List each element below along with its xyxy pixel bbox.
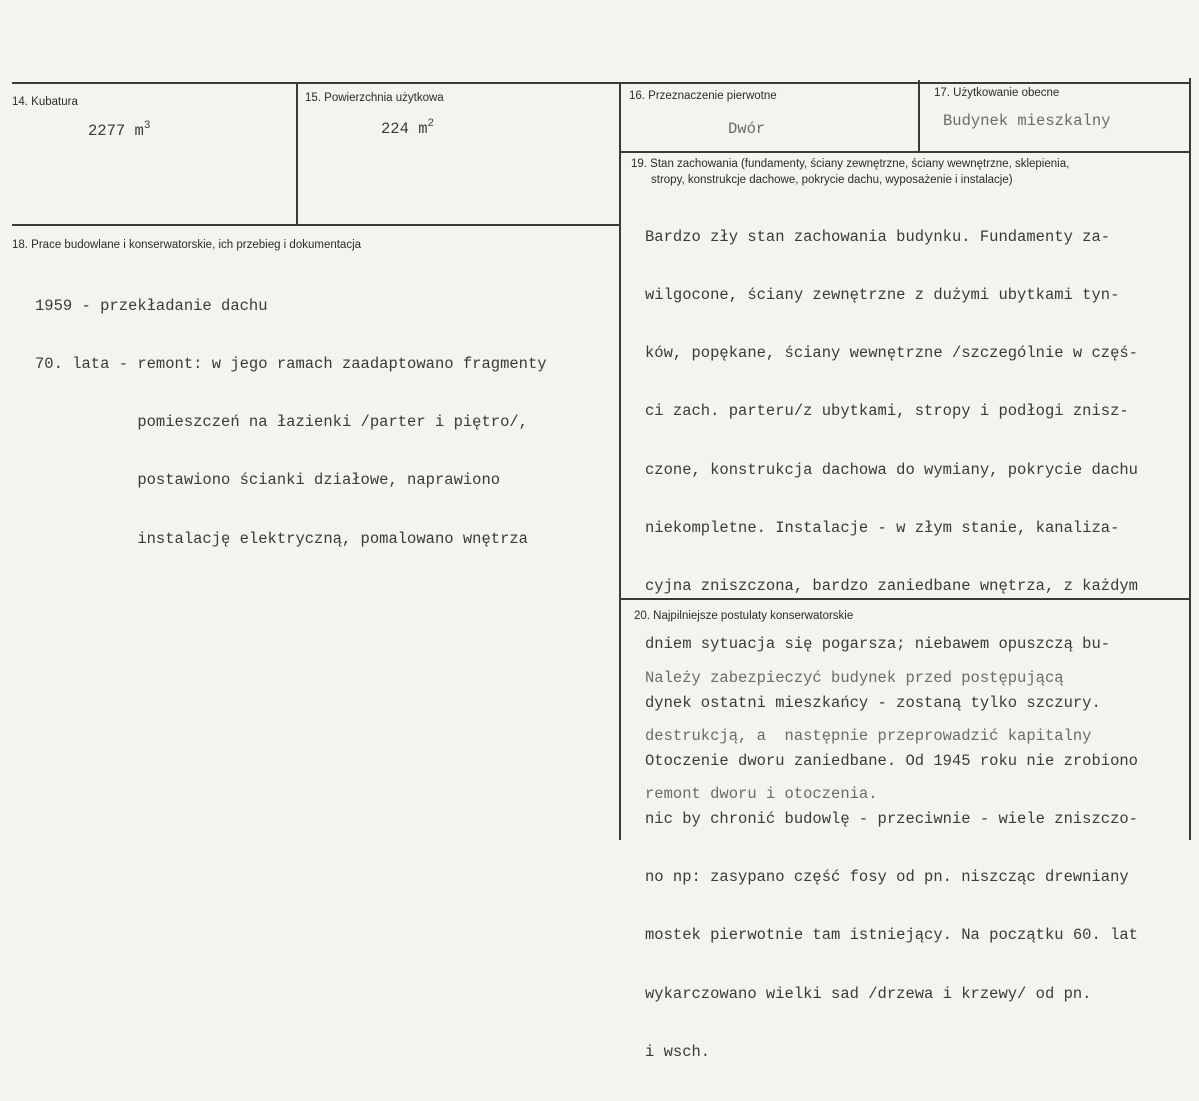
stan-label-line1: 19. Stan zachowania (fundamenty, ściany zewnętrzne, ściany wewnętrzne, sklepienia,: [631, 158, 1070, 170]
main-vertical-divider: [619, 82, 621, 840]
uzytkowanie-label: 17. Użytkowanie obecne: [934, 87, 1060, 99]
divider-16-17: [918, 80, 920, 152]
stan-line: wilgocone, ściany zewnętrzne z dużymi ubytkami tyn-: [645, 286, 1120, 305]
prace-label: 18. Prace budowlane i konserwatorskie, ich przebieg i dokumentacja: [12, 239, 362, 251]
prace-line: instalację elektryczną, pomalowano wnętrza: [35, 529, 528, 548]
right-border: [1189, 78, 1191, 840]
stan-line: cyjna zniszczona, bardzo zaniedbane wnętrza, z każdym: [645, 577, 1138, 596]
divider-14-15: [296, 82, 298, 226]
przeznaczenie-value: Dwór: [728, 120, 766, 138]
prace-line: postawiono ścianki działowe, naprawiono: [35, 471, 501, 490]
postulaty-line: Należy zabezpieczyć budynek przed postępującą: [645, 668, 1064, 687]
stan-label-line2: stropy, konstrukcje dachowe, pokrycie dachu, wyposażenie i instalacje): [651, 174, 1013, 186]
stan-line: mostek pierwotnie tam istniejący. Na początku 60. lat: [645, 926, 1138, 945]
powierzchnia-number: 224 m: [381, 120, 428, 138]
uzytkowanie-value: Budynek mieszkalny: [943, 112, 1111, 130]
stan-line: no np: zasypano część fosy od pn. niszcząc drewniany: [645, 868, 1129, 887]
prace-line: 1959 - przekładanie dachu: [35, 296, 268, 315]
rule-below-14-15: [12, 224, 620, 226]
powierzchnia-unit-exponent: 2: [427, 118, 435, 130]
przeznaczenie-label: 16. Przeznaczenie pierwotne: [629, 90, 777, 102]
stan-line: dynek ostatni mieszkańcy - zostaną tylko szczury.: [645, 693, 1101, 712]
stan-line: wykarczowano wielki sad /drzewa i krzewy/ od pn.: [645, 984, 1092, 1003]
powierzchnia-label: 15. Powierzchnia użytkowa: [305, 92, 444, 104]
top-rule: [12, 82, 1190, 84]
postulaty-line: destrukcją, a następnie przeprowadzić kapitalny: [645, 727, 1092, 746]
stan-line: ci zach. parteru/z ubytkami, stropy i podłogi znisz-: [645, 402, 1129, 421]
stan-line: ków, popękane, ściany wewnętrzne /szczególnie w częś-: [645, 344, 1138, 363]
stan-line: nic by chronić budowlę - przeciwnie - wiele zniszczo-: [645, 810, 1138, 828]
postulaty-label: 20. Najpilniejsze postulaty konserwatorskie: [634, 610, 854, 622]
powierzchnia-value: [381, 120, 434, 141]
kubatura-number: 2277 m: [88, 122, 144, 140]
prace-line: 70. lata - remont: w jego ramach zaadaptowano fragmenty: [35, 355, 547, 374]
prace-line: pomieszczeń na łazienki /parter i piętro/,: [35, 413, 528, 432]
kubatura-unit-exponent: 3: [143, 120, 151, 132]
kubatura-label: 14. Kubatura: [12, 96, 78, 108]
prace-text: [35, 258, 547, 588]
kubatura-value: [88, 122, 150, 143]
stan-line: i wsch.: [645, 1042, 711, 1061]
stan-line: niekompletne. Instalacje - w złym stanie, kanaliza-: [645, 518, 1120, 537]
postulaty-line: remont dworu i otoczenia.: [645, 785, 878, 804]
stan-line: dniem sytuacja się pogarsza; niebawem opuszczą bu-: [645, 635, 1111, 654]
stan-line: Bardzo zły stan zachowania budynku. Fundamenty za-: [645, 227, 1111, 246]
stan-line: Otoczenie dworu zaniedbane. Od 1945 roku nie zrobiono: [645, 751, 1138, 770]
postulaty-text: [645, 630, 1091, 843]
stan-line: czone, konstrukcja dachowa do wymiany, pokrycie dachu: [645, 460, 1138, 479]
rule-below-16-17: [620, 151, 1190, 153]
